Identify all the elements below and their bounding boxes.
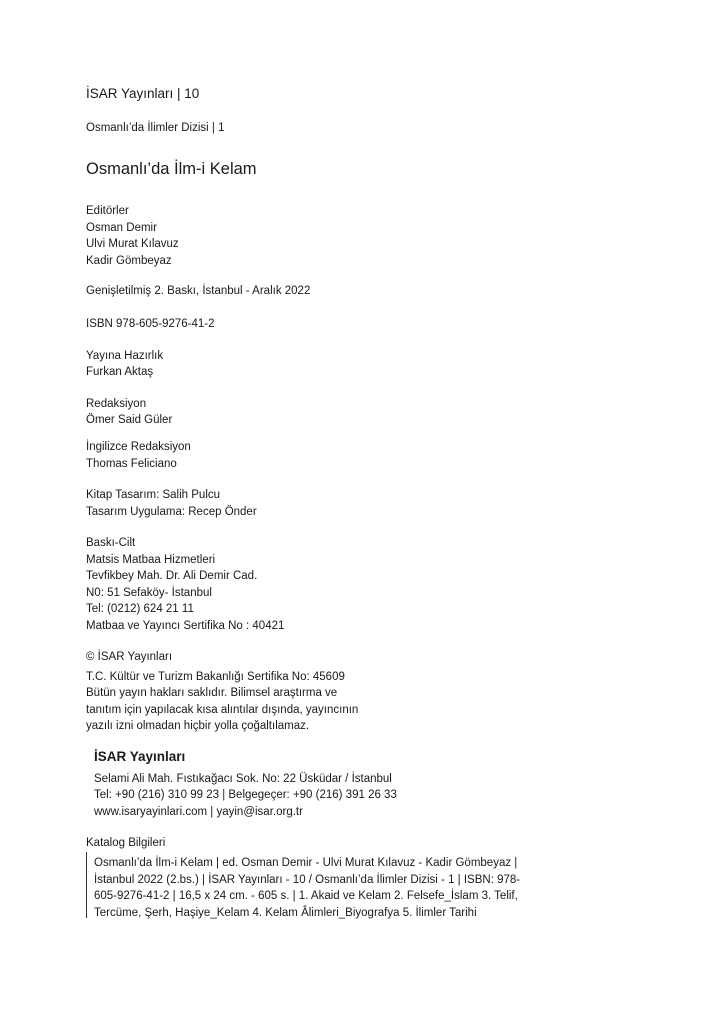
preparation-name: Furkan Aktaş <box>86 366 154 378</box>
publisher-address: Selami Ali Mah. Fıstıkağacı Sok. No: 22 Üsküdar / İstanbul <box>94 773 392 785</box>
book-design: Kitap Tasarım: Salih Pulcu <box>86 489 221 501</box>
book-series: Osmanlı’da İlimler Dizisi | 1 <box>86 122 225 134</box>
copyright-line: T.C. Kültür ve Turizm Bakanlığı Sertifika No: 45609 <box>86 671 345 683</box>
copyright-holder: © İSAR Yayınları <box>86 651 173 663</box>
publisher-phone: Tel: +90 (216) 310 99 23 | Belgegeçer: +90 (216) 391 26 33 <box>94 789 397 801</box>
copyright-line: Bütün yayın hakları saklıdır. Bilimsel araştırma ve <box>86 687 338 699</box>
printing-line: N0: 51 Sefaköy- İstanbul <box>86 587 212 599</box>
catalog-box <box>86 852 557 918</box>
preparation-label: Yayına Hazırlık <box>86 350 164 362</box>
copyright-line: tanıtım için yapılacak kısa alıntılar dışında, yayıncının <box>86 704 359 716</box>
printing-line: Tevfikbey Mah. Dr. Ali Demir Cad. <box>86 570 258 582</box>
editor-name: Osman Demir <box>86 222 157 234</box>
editors-label: Editörler <box>86 205 129 217</box>
publisher-name: İSAR Yayınları <box>94 749 186 764</box>
catalog-line: Osmanlı’da İlm-i Kelam | ed. Osman Demir - Ulvi Murat Kılavuz - Kadir Gömbeyaz | <box>94 857 518 869</box>
printing-label: Baskı-Cilt <box>86 537 136 549</box>
editing-name: Ömer Said Güler <box>86 414 173 426</box>
publisher-web: www.isaryayinlari.com | yayin@isar.org.tr <box>94 806 303 818</box>
editor-name: Kadir Gömbeyaz <box>86 255 172 267</box>
catalog-line: Tercüme, Şerh, Haşiye_Kelam 4. Kelam Âlimleri_Biyografya 5. İlimler Tarihi <box>94 907 477 919</box>
book-title: Osmanlı’da İlm-i Kelam <box>86 160 257 178</box>
catalog-line: İstanbul 2022 (2.bs.) | İSAR Yayınları - 10 / Osmanlı’da İlimler Dizisi - 1 | ISBN: 978- <box>94 874 521 886</box>
printing-line: Tel: (0212) 624 21 11 <box>86 603 194 615</box>
isbn: ISBN 978-605-9276-41-2 <box>86 318 215 330</box>
edition-info: Genişletilmiş 2. Baskı, İstanbul - Aralık 2022 <box>86 285 311 297</box>
english-editing-label: İngilizce Redaksiyon <box>86 441 191 453</box>
editor-name: Ulvi Murat Kılavuz <box>86 238 179 250</box>
editing-label: Redaksiyon <box>86 398 147 410</box>
copyright-line: yazılı izni olmadan hiçbir yolla çoğaltılamaz. <box>86 720 310 732</box>
printing-line: Matsis Matbaa Hizmetleri <box>86 554 216 566</box>
design-application: Tasarım Uygulama: Recep Önder <box>86 506 257 518</box>
catalog-label: Katalog Bilgileri <box>86 837 166 849</box>
catalog-line: 605-9276-41-2 | 16,5 x 24 cm. - 605 s. | 1. Akaid ve Kelam 2. Felsefe_İslam 3. Telif, <box>94 890 518 902</box>
printing-line: Matbaa ve Yayıncı Sertifika No : 40421 <box>86 620 285 632</box>
publisher-series: İSAR Yayınları | 10 <box>86 86 200 101</box>
english-editing-name: Thomas Feliciano <box>86 458 177 470</box>
